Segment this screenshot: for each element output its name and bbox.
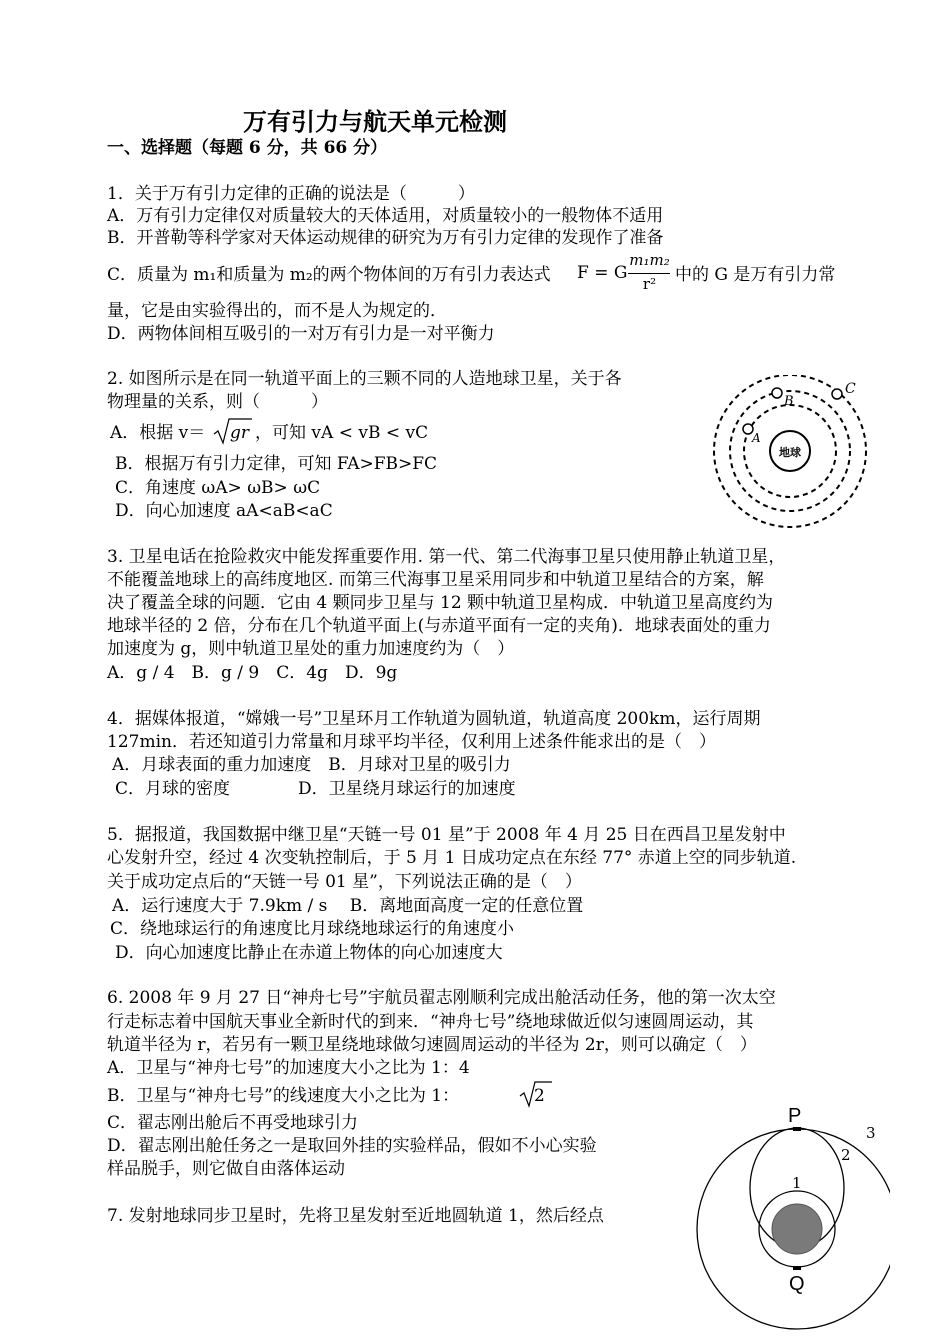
- q6-line2: 行走标志着中国航天事业全新时代的到来．“神舟七号”绕地球做近似匀速圆周运动，其: [107, 1012, 754, 1032]
- q5-line1: 5．据报道，我国数据中继卫星“天链一号 01 星”于 2008 年 4 月 25 日在西昌卫星发射中: [107, 825, 786, 845]
- point-q-marker: [793, 1266, 801, 1270]
- q1-option-b: B．开普勒等科学家对天体运动规律的研究为万有引力定律的发现作了准备: [107, 228, 664, 248]
- q5-option-c: C．绕地球运行的角速度比月球绕地球运行的角速度小: [110, 919, 515, 939]
- q2-option-a: A．根据 v＝: [110, 423, 206, 443]
- q6-line3: 轨道半径为 r，若另有一颗卫星绕地球做匀速圆周运动的半径为 2r，则可以确定（ ）: [107, 1035, 757, 1055]
- q1-option-c-cont: 中的 G 是万有引力常: [675, 265, 836, 285]
- q2-stem: 2. 如图所示是在同一轨道平面上的三颗不同的人造地球卫星，关于各: [107, 369, 622, 389]
- label-c: C: [845, 381, 856, 397]
- q5-options-ab: A．运行速度大于 7.9km / s B．离地面高度一定的任意位置: [112, 896, 584, 916]
- satellite-b: [772, 388, 782, 398]
- q3-line2: 不能覆盖地球上的高纬度地区. 而第三代海事卫星采用同步和中轨道卫星结合的方案，解: [107, 570, 764, 590]
- fraction-bar: [628, 273, 670, 274]
- satellite-c: [832, 389, 842, 399]
- q5-line2: 心发射升空，经过 4 次变轨控制后，于 5 月 1 日成功定点在东经 77° 赤道上空的同步轨道.: [107, 848, 797, 868]
- q1-option-c: C．质量为 m₁和质量为 m₂的两个物体间的万有引力表达式: [107, 265, 551, 285]
- q3-line5: 加速度为 g，则中轨道卫星处的重力加速度约为（ ）: [107, 639, 515, 659]
- q4-line1: 4．据媒体报道，“嫦娥一号”卫星环月工作轨道为圆轨道，轨道高度 200km，运行周期: [107, 709, 761, 729]
- label-2: 2: [841, 1146, 851, 1164]
- q6-option-b-radicand: 2: [534, 1086, 545, 1106]
- q3-line3: 决了覆盖全球的问题．它由 4 颗同步卫星与 12 颗中轨道卫星构成．中轨道卫星高度约为: [107, 593, 774, 613]
- q2-stem-line2: 物理量的关系，则（ ）: [107, 392, 328, 412]
- q2-option-b: B．根据万有引力定律，可知 FA>FB>FC: [115, 454, 438, 474]
- q2-orbit-diagram: [700, 375, 880, 535]
- earth-label: 地球: [779, 446, 801, 459]
- q4-options-row2: C．月球的密度 D．卫星绕月球运行的加速度: [115, 779, 516, 799]
- q1-formula-numerator: m₁m₂: [629, 251, 670, 269]
- label-b: B: [784, 394, 794, 409]
- q1-formula-denominator: r²: [642, 275, 657, 293]
- q1-option-a: A．万有引力定律仅对质量较大的天体适用，对质量较小的一般物体不适用: [107, 206, 664, 226]
- q5-line3: 关于成功定点后的“天链一号 01 星”，下列说法正确的是（ ）: [107, 872, 582, 892]
- q4-line2: 127min．若还知道引力常量和月球平均半径，仅利用上述条件能求出的是（ ）: [107, 732, 716, 752]
- q3-options: A．g / 4 B．g / 9 C．4g D．9g: [107, 663, 398, 683]
- q6-option-b: B．卫星与“神舟七号”的线速度大小之比为 1：: [107, 1086, 460, 1106]
- q5-option-d: D．向心加速度比静止在赤道上物体的向心加速度大: [115, 943, 503, 963]
- q1-formula-lhs: F = G: [577, 263, 628, 283]
- q6-option-c: C．翟志刚出舱后不再受地球引力: [107, 1113, 359, 1133]
- label-3: 3: [866, 1124, 876, 1142]
- q2-option-c: C．角速度 ωA> ωB> ωC: [115, 478, 321, 498]
- point-p-marker: [793, 1127, 801, 1131]
- q7-orbit-diagram: [690, 1098, 890, 1342]
- q1-option-d: D．两物体间相互吸引的一对万有引力是一对平衡力: [107, 324, 495, 344]
- q3-line4: 地球半径的 2 倍，分布在几个轨道平面上(与赤道平面有一定的夹角)．地球表面处的重力: [107, 616, 771, 636]
- q4-options-row1: A．月球表面的重力加速度 B．月球对卫星的吸引力: [112, 755, 511, 775]
- q6-option-d: D．翟志刚出舱任务之一是取回外挂的实验样品，假如不小心实验: [107, 1136, 597, 1156]
- section-heading: 一、选择题（每题 6 分，共 66 分）: [107, 138, 388, 158]
- q1-option-c-line2: 量，它是由实验得出的，而不是人为规定的．: [107, 301, 447, 321]
- q1-stem: 1．关于万有引力定律的正确的说法是（ ）: [107, 184, 475, 204]
- label-1: 1: [792, 1174, 802, 1192]
- page-title: 万有引力与航天单元检测: [243, 107, 507, 136]
- earth-disk: [772, 1204, 822, 1254]
- q7-line1: 7. 发射地球同步卫星时，先将卫星发射至近地圆轨道 1，然后经点: [107, 1206, 604, 1226]
- q6-option-a: A．卫星与“神舟七号”的加速度大小之比为 1：4: [107, 1058, 470, 1078]
- q6-line1: 6. 2008 年 9 月 27 日“神舟七号”宇航员翟志刚顺利完成出舱活动任务，他的第一次太空: [107, 988, 776, 1008]
- label-q: Q: [789, 1273, 805, 1295]
- q3-line1: 3. 卫星电话在抢险救灾中能发挥重要作用. 第一代、第二代海事卫星只使用静止轨道卫星，: [107, 547, 786, 567]
- q2-option-a-cont: ，可知 vA < vB < vC: [255, 423, 429, 443]
- label-a: A: [752, 431, 761, 445]
- q6-option-d-line2: 样品脱手，则它做自由落体运动: [107, 1159, 345, 1179]
- q2-option-d: D．向心加速度 aA<aB<aC: [115, 501, 333, 521]
- q2-option-a-radicand: gr: [230, 423, 250, 443]
- label-p: P: [788, 1105, 802, 1127]
